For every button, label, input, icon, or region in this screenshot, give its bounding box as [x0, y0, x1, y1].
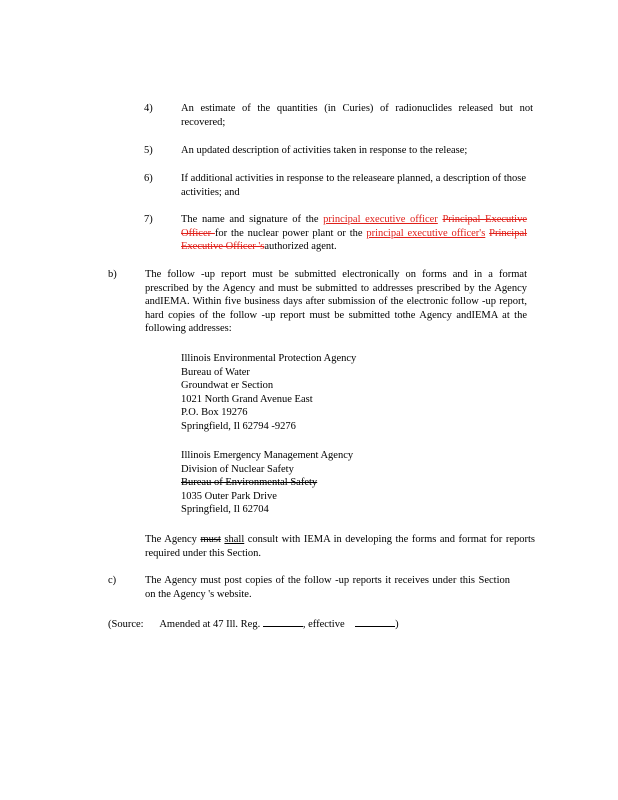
address-epa-line-1: Illinois Environmental Protection Agency [181, 353, 357, 364]
source-close-paren: ) [395, 619, 399, 630]
address-epa-line-6: Springfield, Il 62794 -9276 [181, 420, 296, 432]
item-5-number: 5) [144, 145, 153, 156]
address-iema-line-5: Springfield, Il 62704 [181, 504, 269, 515]
address-iema-line-2: Division of Nuclear Safety [181, 463, 294, 475]
consult-paragraph [145, 533, 535, 560]
address-epa-line-2: Bureau of Water [181, 366, 250, 378]
consult-deleted-word: must [200, 534, 221, 545]
item-7-deletion-2: Principal Executive Officer 's [181, 227, 528, 252]
address-epa-line-5: P.O. Box 19276 [181, 407, 248, 418]
address-iema-line-1: Illinois Emergency Management Agency [181, 450, 354, 461]
item-6-text: If additional activities in response to the releaseare planned, a description of those activities; and [181, 173, 526, 198]
item-7-text-3: authorized agent. [264, 241, 337, 252]
item-7-text [181, 213, 527, 254]
address-iema [181, 449, 353, 517]
source-effective-blank [355, 616, 395, 627]
item-4-text: An estimate of the quantities (in Curies) of radionuclides released but not recovered; [181, 103, 533, 128]
source-amended-text: Amended at 47 Ill. Reg. [159, 619, 261, 630]
item-7-insert-1: principal executive officer [323, 214, 438, 225]
item-7-insert-2: principal executive officer's [366, 227, 486, 239]
address-iema-deleted-line: Bureau of Environmental Safety [181, 477, 318, 488]
subsection-c-text: The Agency must post copies of the follow -up reports it receives under this Section on the Agency 's website. [145, 575, 510, 600]
source-reg-blank [263, 616, 303, 627]
item-7-text-2: for the nuclear power plant or the [214, 227, 367, 239]
item-7-deletion-1: Principal Executive Officer [181, 214, 528, 239]
source-note [108, 616, 399, 632]
address-epa-line-3: Groundwat er Section [181, 380, 274, 391]
consult-inserted-word: shall [224, 534, 245, 545]
item-7-number: 7) [144, 214, 153, 225]
address-epa-line-4: 1021 North Grand Avenue East [181, 393, 313, 405]
consult-text-1: The Agency [145, 534, 201, 545]
consult-text-2: consult with IEMA in developing the forms and format for reports required under this Section. [145, 534, 535, 559]
item-6-number: 6) [144, 173, 153, 184]
source-label: (Source: [108, 619, 144, 630]
address-iema-line-4: 1035 Outer Park Drive [181, 490, 277, 502]
subsection-c-label: c) [108, 575, 117, 586]
item-7-text-1: The name and signature of the [181, 214, 324, 225]
subsection-b-text: The follow -up report must be submitted electronically on forms and in a format prescribed by the Agency and must be submitted to addresses prescribed by the Agency andIEMA. Within five business days after submission of the electronic follow -up report, hard copies of the follow -up report must be submitted tothe Agency andIEMA at the following addresses: [145, 269, 527, 334]
address-epa [181, 352, 356, 433]
item-4-number: 4) [144, 103, 153, 114]
item-5-text: An updated description of activities taken in response to the release; [181, 145, 468, 156]
subsection-b-label: b) [108, 269, 117, 280]
source-effective-text: , effective [302, 619, 345, 630]
